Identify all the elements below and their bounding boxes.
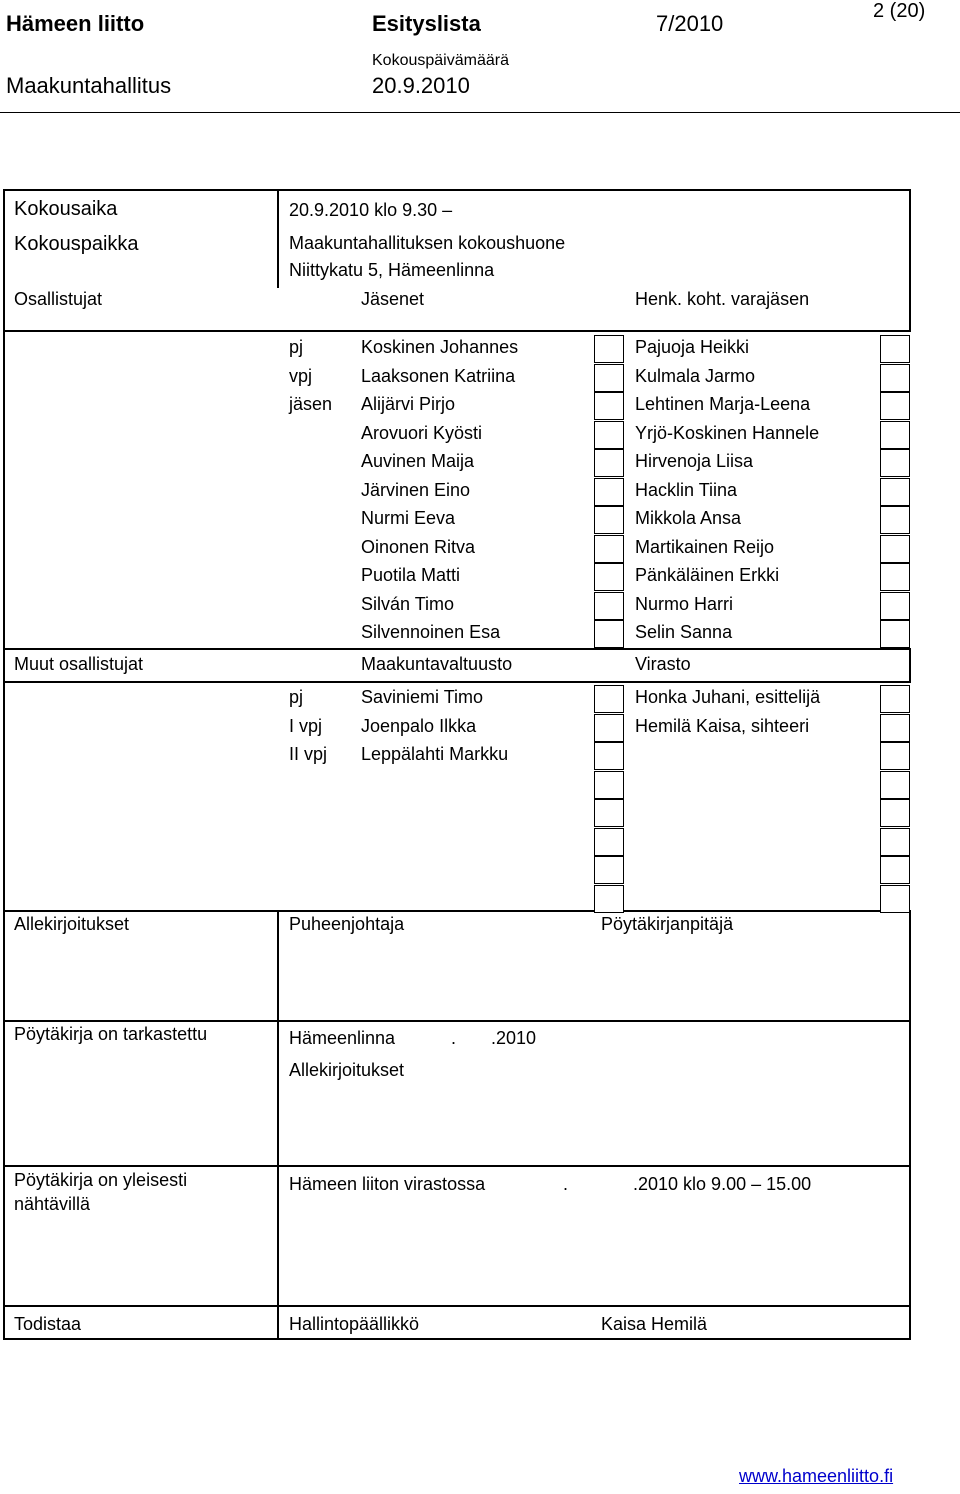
council-attendance-checkbox[interactable]	[594, 799, 624, 827]
page-number: 2 (20)	[873, 0, 926, 22]
checked-label: Pöytäkirja on tarkastettu	[14, 1024, 208, 1044]
deputy-name: Nurmo Harri	[635, 593, 734, 614]
participant-role: jäsen	[289, 394, 333, 414]
checked-place: Hämeenlinna	[289, 1028, 396, 1048]
meeting-time-label: Kokousaika	[14, 198, 118, 220]
website-link[interactable]: www.hameenliitto.fi	[739, 1466, 894, 1486]
office-attendance-checkbox[interactable]	[880, 828, 910, 856]
member-name: Puotila Matti	[361, 565, 461, 585]
council-attendance-checkbox[interactable]	[594, 856, 624, 884]
office-attendance-checkbox[interactable]	[880, 885, 910, 913]
council-attendance-checkbox[interactable]	[594, 685, 624, 713]
office-attendance-checkbox[interactable]	[880, 856, 910, 884]
deputy-attendance-checkbox[interactable]	[880, 592, 910, 620]
member-attendance-checkbox[interactable]	[594, 421, 624, 449]
deputy-attendance-checkbox[interactable]	[880, 449, 910, 477]
deputy-attendance-checkbox[interactable]	[880, 335, 910, 363]
deputies-header: Henk. koht. varajäsen	[635, 289, 810, 309]
deputy-name: Pänkäläinen Erkki	[635, 565, 780, 585]
members-header: Jäsenet	[361, 289, 425, 309]
member-attendance-checkbox[interactable]	[594, 535, 624, 563]
certifier-title: Hallintopäällikkö	[289, 1314, 420, 1334]
org-name: Hämeen liitto	[6, 11, 145, 36]
member-attendance-checkbox[interactable]	[594, 392, 624, 420]
council-member-name: Leppälahti Markku	[361, 744, 509, 764]
office-attendance-checkbox[interactable]	[880, 742, 910, 770]
member-attendance-checkbox[interactable]	[594, 563, 624, 591]
deputy-name: Hirvenoja Liisa	[635, 451, 754, 471]
member-name: Nurmi Eeva	[361, 508, 456, 528]
deputy-name: Yrjö-Koskinen Hannele	[635, 422, 820, 443]
meeting-date: 20.9.2010	[372, 73, 470, 98]
member-attendance-checkbox[interactable]	[594, 335, 624, 363]
meeting-place-line2: Niittykatu 5, Hämeenlinna	[289, 260, 495, 280]
council-member-name: Joenpalo Ilkka	[361, 715, 477, 736]
deputy-attendance-checkbox[interactable]	[880, 392, 910, 420]
member-attendance-checkbox[interactable]	[594, 506, 624, 534]
member-attendance-checkbox[interactable]	[594, 592, 624, 620]
participant-role: pj	[289, 337, 304, 357]
public-date-separator: .	[563, 1174, 569, 1194]
office-attendance-checkbox[interactable]	[880, 799, 910, 827]
public-label-line1: Pöytäkirja on yleisesti	[14, 1170, 188, 1190]
member-attendance-checkbox[interactable]	[594, 620, 624, 648]
chair-title: Puheenjohtaja	[289, 914, 405, 934]
member-attendance-checkbox[interactable]	[594, 364, 624, 392]
member-name: Silván Timo	[361, 593, 455, 614]
certify-label: Todistaa	[14, 1314, 82, 1334]
meeting-place-label: Kokouspaikka	[14, 233, 139, 255]
secretary-title: Pöytäkirjanpitäjä	[601, 914, 734, 934]
council-attendance-checkbox[interactable]	[594, 714, 624, 742]
deputy-attendance-checkbox[interactable]	[880, 620, 910, 648]
office-staff-name: Hemilä Kaisa, sihteeri	[635, 715, 810, 736]
council-attendance-checkbox[interactable]	[594, 885, 624, 913]
council-role: pj	[289, 687, 304, 707]
document-type: Esityslista	[372, 11, 481, 36]
member-attendance-checkbox[interactable]	[594, 449, 624, 477]
deputy-name: Kulmala Jarmo	[635, 365, 756, 386]
deputy-attendance-checkbox[interactable]	[880, 535, 910, 563]
council-member-name: Saviniemi Timo	[361, 687, 484, 707]
member-name: Auvinen Maija	[361, 451, 475, 471]
council-header: Maakuntavaltuusto	[361, 654, 513, 674]
council-attendance-checkbox[interactable]	[594, 771, 624, 799]
member-name: Järvinen Eino	[361, 479, 471, 500]
date-label: Kokouspäivämäärä	[372, 52, 509, 69]
council-attendance-checkbox[interactable]	[594, 742, 624, 770]
header-divider	[0, 112, 960, 113]
council-attendance-checkbox[interactable]	[594, 828, 624, 856]
deputy-attendance-checkbox[interactable]	[880, 563, 910, 591]
office-attendance-checkbox[interactable]	[880, 685, 910, 713]
public-time: .2010 klo 9.00 – 15.00	[633, 1174, 812, 1194]
office-attendance-checkbox[interactable]	[880, 771, 910, 799]
meeting-place-line1: Maakuntahallituksen kokoushuone	[289, 233, 566, 253]
body-name: Maakuntahallitus	[6, 73, 172, 98]
office-header: Virasto	[635, 654, 691, 674]
member-name: Koskinen Johannes	[361, 337, 519, 357]
participants-label: Osallistujat	[14, 289, 103, 309]
deputy-name: Pajuoja Heikki	[635, 337, 750, 357]
deputy-attendance-checkbox[interactable]	[880, 478, 910, 506]
checked-year: .2010	[491, 1028, 537, 1048]
public-place: Hämeen liiton virastossa	[289, 1174, 486, 1194]
deputy-name: Martikainen Reijo	[635, 536, 775, 557]
council-role: I vpj	[289, 715, 323, 736]
member-name: Oinonen Ritva	[361, 536, 476, 557]
document-number: 7/2010	[656, 11, 724, 36]
office-staff-name: Honka Juhani, esittelijä	[635, 687, 821, 707]
member-attendance-checkbox[interactable]	[594, 478, 624, 506]
meeting-time-value: 20.9.2010 klo 9.30 –	[289, 200, 453, 220]
deputy-attendance-checkbox[interactable]	[880, 364, 910, 392]
deputy-attendance-checkbox[interactable]	[880, 421, 910, 449]
member-name: Arovuori Kyösti	[361, 422, 483, 443]
participant-role: vpj	[289, 365, 313, 386]
member-name: Silvennoinen Esa	[361, 622, 501, 642]
deputy-name: Lehtinen Marja-Leena	[635, 394, 811, 414]
deputy-name: Selin Sanna	[635, 622, 733, 642]
signatures-label: Allekirjoitukset	[14, 914, 130, 934]
deputy-name: Hacklin Tiina	[635, 479, 738, 500]
checked-signatures-label: Allekirjoitukset	[289, 1060, 405, 1080]
public-label-line2: nähtävillä	[14, 1194, 91, 1214]
certifier-name: Kaisa Hemilä	[601, 1314, 708, 1334]
checked-date-separator: .	[451, 1028, 457, 1048]
other-participants-label: Muut osallistujat	[14, 654, 144, 674]
member-name: Laaksonen Katriina	[361, 365, 516, 386]
member-name: Alijärvi Pirjo	[361, 394, 456, 414]
deputy-attendance-checkbox[interactable]	[880, 506, 910, 534]
deputy-name: Mikkola Ansa	[635, 508, 742, 528]
office-attendance-checkbox[interactable]	[880, 714, 910, 742]
council-role: II vpj	[289, 744, 328, 764]
